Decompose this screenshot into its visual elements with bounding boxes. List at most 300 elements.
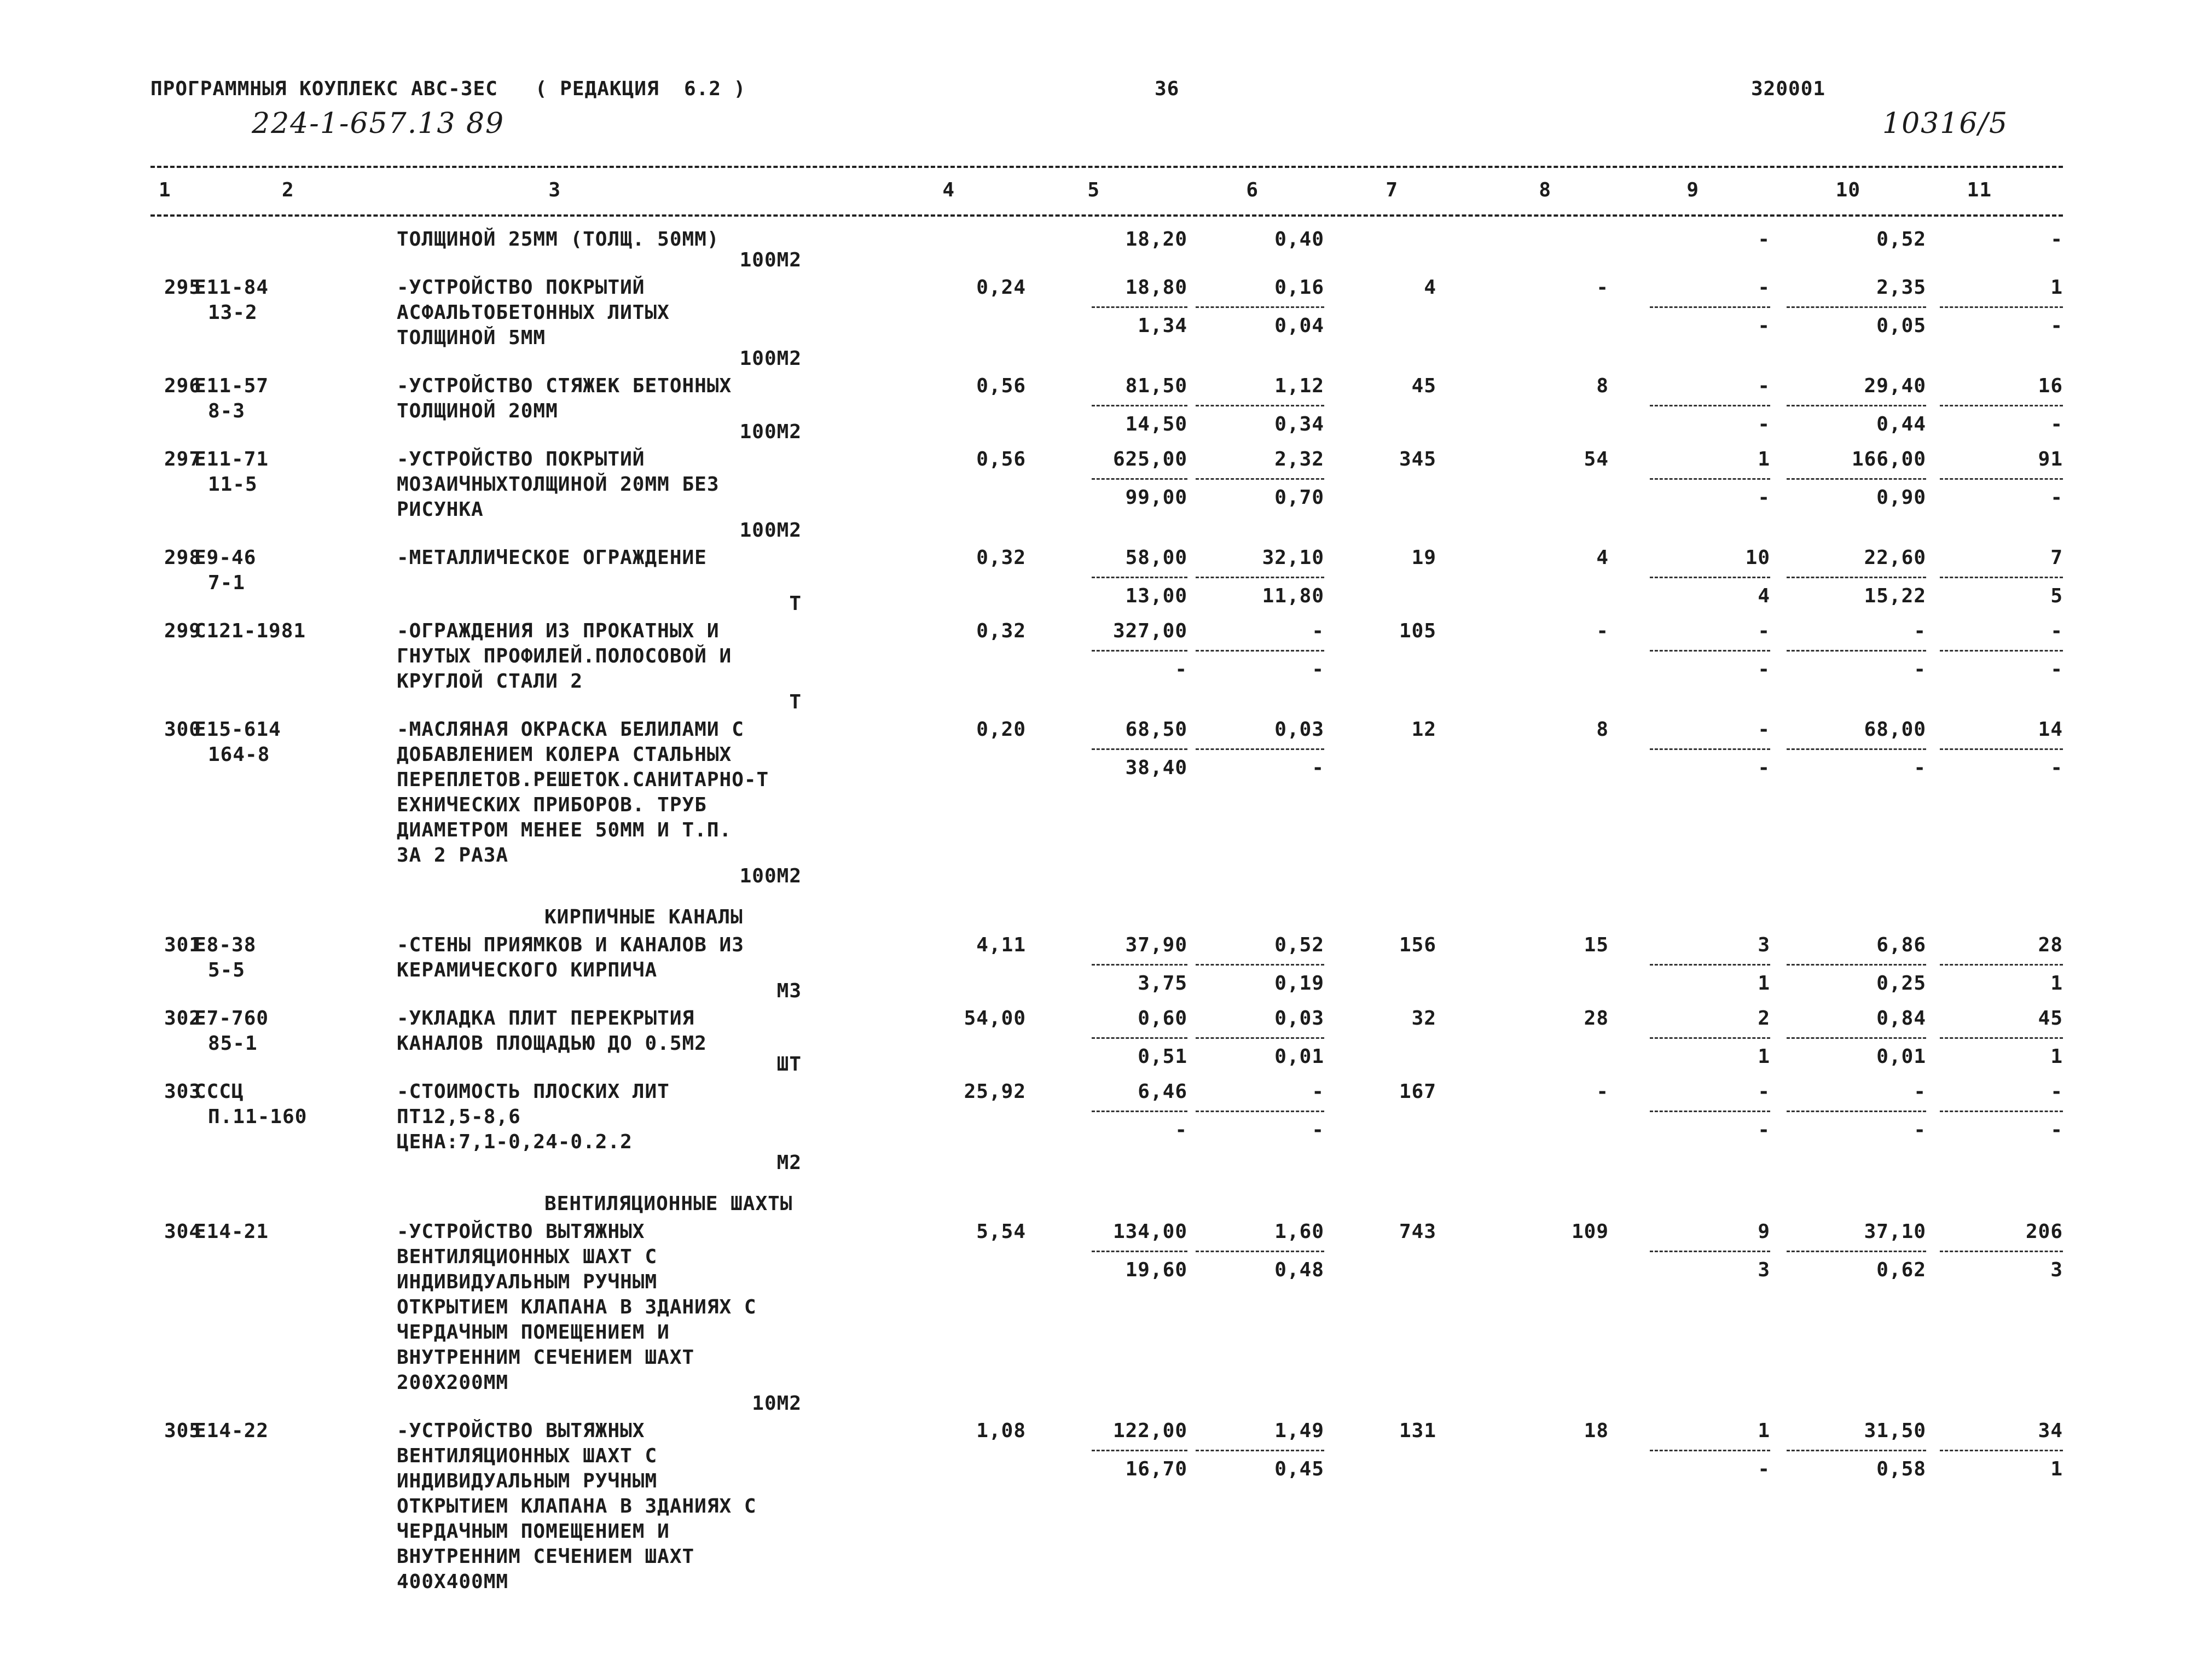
measure-unit: 100М2: [739, 249, 802, 271]
rate-code: 7-1: [208, 572, 246, 594]
value-divider: [1196, 405, 1324, 406]
value-divider: [1650, 650, 1770, 652]
value-divider: [1650, 1251, 1770, 1252]
c5-value-secondary: 38,40: [1125, 757, 1187, 779]
rate-code: 164-8: [208, 743, 270, 766]
c5-value: 18,20: [1125, 228, 1187, 251]
item-number: 298: [164, 547, 202, 569]
rate-code: Е11-71: [194, 448, 269, 470]
c11-value-secondary: -: [2050, 413, 2063, 435]
value-divider: [1650, 964, 1770, 966]
col8-value: 8: [1596, 718, 1609, 741]
column-header-1: 1: [159, 179, 171, 201]
c10-value-secondary: 0,62: [1876, 1259, 1926, 1281]
rate-code: П.11-160: [208, 1106, 308, 1128]
c5-value: 37,90: [1125, 934, 1187, 956]
work-description: КЕРАМИЧЕСКОГО КИРПИЧА: [397, 959, 658, 981]
quantity-value: 0,24: [976, 276, 1026, 299]
c9-value: 1: [1758, 1420, 1770, 1442]
c6-value: 0,40: [1274, 228, 1324, 251]
value-divider: [1940, 1450, 2063, 1451]
item-number: 301: [164, 934, 202, 956]
work-description: ОТКРЫТИЕМ КЛАПАНА В ЗДАНИЯХ С: [397, 1296, 757, 1318]
c10-value: 68,00: [1864, 718, 1926, 741]
column-header-4: 4: [942, 179, 955, 201]
value-divider: [1940, 405, 2063, 406]
value-divider: [1196, 748, 1324, 750]
quantity-value: 1,08: [976, 1420, 1026, 1442]
col7-value: 4: [1424, 276, 1436, 299]
col8-value: 54: [1584, 448, 1609, 470]
c9-value: -: [1758, 375, 1770, 397]
value-divider: [1787, 478, 1926, 480]
c11-value: -: [2050, 620, 2063, 642]
value-divider: [1940, 478, 2063, 480]
work-description: ПТ12,5-8,6: [397, 1106, 521, 1128]
value-divider: [1650, 1037, 1770, 1039]
c10-value: 166,00: [1851, 448, 1926, 470]
c6-value-secondary: 0,19: [1274, 972, 1324, 995]
c10-value: -: [1914, 1080, 1926, 1103]
c5-value-secondary: 0,51: [1138, 1045, 1187, 1068]
program-title: ПРОГРАММНЫЯ КОУПЛЕКС АВС-ЗЕС ( РЕДАКЦИЯ 6.2 ): [150, 78, 746, 100]
c5-value: 625,00: [1112, 448, 1187, 470]
rate-code: Е15-614: [194, 718, 281, 741]
value-divider: [1196, 478, 1324, 480]
document-code: 320001: [1751, 78, 1826, 100]
column-header-7: 7: [1386, 179, 1398, 201]
value-divider: [1787, 650, 1926, 652]
c10-value: 29,40: [1864, 375, 1926, 397]
item-number: 304: [164, 1220, 202, 1243]
rate-code: 8-3: [208, 400, 246, 422]
rate-code: Е11-57: [194, 375, 269, 397]
value-divider: [1940, 748, 2063, 750]
rate-code: 85-1: [208, 1032, 258, 1055]
value-divider: [1787, 1111, 1926, 1112]
measure-unit: М2: [776, 1152, 802, 1174]
value-divider: [1787, 577, 1926, 578]
c10-value: 6,86: [1876, 934, 1926, 956]
c10-value: 0,84: [1876, 1007, 1926, 1030]
item-number: 297: [164, 448, 202, 470]
c9-value-secondary: -: [1758, 486, 1770, 509]
quantity-value: 25,92: [964, 1080, 1026, 1103]
c5-value-secondary: 99,00: [1125, 486, 1187, 509]
work-description: РИСУНКА: [397, 498, 484, 521]
column-header-5: 5: [1087, 179, 1100, 201]
c9-value: -: [1758, 718, 1770, 741]
col8-value: -: [1596, 276, 1609, 299]
c6-value: 0,03: [1274, 718, 1324, 741]
c11-value-secondary: 3: [2050, 1259, 2063, 1281]
value-divider: [1196, 306, 1324, 308]
value-divider: [1940, 964, 2063, 966]
c9-value: 3: [1758, 934, 1770, 956]
c11-value-secondary: -: [2050, 486, 2063, 509]
work-description: МОЗАИЧНЫХТОЛЩИНОЙ 20ММ БЕЗ: [397, 473, 720, 496]
rate-code: СССЦ: [194, 1080, 244, 1103]
col7-value: 19: [1411, 547, 1436, 569]
c9-value-secondary: 1: [1758, 1045, 1770, 1068]
work-description: КРУГЛОЙ СТАЛИ 2: [397, 670, 583, 693]
c5-value-secondary: 14,50: [1125, 413, 1187, 435]
c9-value-secondary: 3: [1758, 1259, 1770, 1281]
rate-code: Е14-22: [194, 1420, 269, 1442]
c9-value-secondary: -: [1758, 757, 1770, 779]
col7-value: 743: [1399, 1220, 1436, 1243]
value-divider: [1650, 478, 1770, 480]
c6-value: 32,10: [1262, 547, 1324, 569]
header-rule-top: [150, 166, 2063, 168]
c5-value: 0,60: [1138, 1007, 1187, 1030]
c9-value: 1: [1758, 448, 1770, 470]
section-title: КИРПИЧНЫЕ КАНАЛЫ: [544, 906, 743, 928]
c9-value-secondary: 1: [1758, 972, 1770, 995]
value-divider: [1092, 478, 1187, 480]
work-description: ЕХНИЧЕСКИХ ПРИБОРОВ. ТРУБ: [397, 794, 707, 816]
work-description: -СТЕНЫ ПРИЯМКОВ И КАНАЛОВ ИЗ: [397, 934, 744, 956]
c10-value-secondary: 0,44: [1876, 413, 1926, 435]
measure-unit: 100М2: [739, 865, 802, 887]
c5-value: 68,50: [1125, 718, 1187, 741]
c10-value: 37,10: [1864, 1220, 1926, 1243]
col8-value: -: [1596, 1080, 1609, 1103]
section-title: ВЕНТИЛЯЦИОННЫЕ ШАХТЫ: [544, 1193, 793, 1215]
c9-value-secondary: 4: [1758, 585, 1770, 607]
value-divider: [1092, 1251, 1187, 1252]
c11-value: 1: [2050, 276, 2063, 299]
c6-value: 2,32: [1274, 448, 1324, 470]
col8-value: 4: [1596, 547, 1609, 569]
c10-value: 2,35: [1876, 276, 1926, 299]
c6-value-secondary: 0,34: [1274, 413, 1324, 435]
col7-value: 156: [1399, 934, 1436, 956]
value-divider: [1092, 1037, 1187, 1039]
c6-value: 1,49: [1274, 1420, 1324, 1442]
c6-value-secondary: -: [1312, 1119, 1324, 1141]
work-description: ВЕНТИЛЯЦИОННЫХ ШАХТ С: [397, 1246, 658, 1268]
c10-value-secondary: 0,05: [1876, 315, 1926, 337]
rate-code: Е9-46: [194, 547, 257, 569]
measure-unit: ШТ: [776, 1053, 802, 1076]
c11-value-secondary: 1: [2050, 1045, 2063, 1068]
column-header-10: 10: [1835, 179, 1860, 201]
col8-value: 18: [1584, 1420, 1609, 1442]
header-rule-bottom: [150, 214, 2063, 217]
c5-value-secondary: 3,75: [1138, 972, 1187, 995]
work-description: ВНУТРЕННИМ СЕЧЕНИЕМ ШАХТ: [397, 1346, 695, 1369]
c6-value: 1,60: [1274, 1220, 1324, 1243]
c10-value-secondary: 0,25: [1876, 972, 1926, 995]
c10-value-secondary: 15,22: [1864, 585, 1926, 607]
value-divider: [1092, 964, 1187, 966]
measure-unit: Т: [789, 691, 802, 713]
col8-value: 8: [1596, 375, 1609, 397]
c11-value: -: [2050, 1080, 2063, 1103]
value-divider: [1092, 1450, 1187, 1451]
value-divider: [1196, 1251, 1324, 1252]
value-divider: [1196, 964, 1324, 966]
measure-unit: 100М2: [739, 421, 802, 443]
c9-value: -: [1758, 1080, 1770, 1103]
quantity-value: 0,56: [976, 375, 1026, 397]
c10-value-secondary: 0,58: [1876, 1458, 1926, 1480]
work-description: ПЕРЕПЛЕТОВ.РЕШЕТОК.САНИТАРНО-Т: [397, 769, 769, 791]
c5-value-secondary: 19,60: [1125, 1259, 1187, 1281]
c9-value: 10: [1745, 547, 1770, 569]
value-divider: [1092, 650, 1187, 652]
c6-value: 1,12: [1274, 375, 1324, 397]
col7-value: 45: [1411, 375, 1436, 397]
c11-value: -: [2050, 228, 2063, 251]
c11-value: 206: [2025, 1220, 2063, 1243]
work-description: -МЕТАЛЛИЧЕСКОЕ ОГРАЖДЕНИЕ: [397, 547, 707, 569]
c9-value-secondary: -: [1758, 315, 1770, 337]
col8-value: 109: [1571, 1220, 1609, 1243]
col7-value: 167: [1399, 1080, 1436, 1103]
c5-value: 327,00: [1112, 620, 1187, 642]
work-description: ТОЛЩИНОЙ 20ММ: [397, 400, 558, 422]
value-divider: [1650, 577, 1770, 578]
rate-code: Е11-84: [194, 276, 269, 299]
c9-value: -: [1758, 620, 1770, 642]
work-description: -УКЛАДКА ПЛИТ ПЕРЕКРЫТИЯ: [397, 1007, 695, 1030]
c6-value-secondary: 0,48: [1274, 1259, 1324, 1281]
work-description: -УСТРОЙСТВО ВЫТЯЖНЫХ: [397, 1220, 645, 1243]
c6-value-secondary: 0,04: [1274, 315, 1324, 337]
measure-unit: 100М2: [739, 347, 802, 370]
value-divider: [1196, 1450, 1324, 1451]
c5-value-secondary: -: [1175, 1119, 1187, 1141]
work-description: ТОЛЩИНОЙ 5ММ: [397, 327, 546, 349]
value-divider: [1092, 577, 1187, 578]
quantity-value: 0,32: [976, 620, 1026, 642]
item-number: 300: [164, 718, 202, 741]
column-header-11: 11: [1967, 179, 1992, 201]
c10-value-secondary: -: [1914, 757, 1926, 779]
value-divider: [1940, 650, 2063, 652]
work-description: -УСТРОЙСТВО ПОКРЫТИЙ: [397, 448, 645, 470]
work-description: ДИАМЕТРОМ МЕНЕЕ 50ММ И Т.П.: [397, 819, 732, 841]
c6-value-secondary: 0,70: [1274, 486, 1324, 509]
c11-value: 16: [2038, 375, 2063, 397]
quantity-value: 5,54: [976, 1220, 1026, 1243]
c11-value-secondary: 5: [2050, 585, 2063, 607]
work-description: 200Х200ММ: [397, 1371, 509, 1394]
c6-value: 0,16: [1274, 276, 1324, 299]
rate-code: Е8-38: [194, 934, 257, 956]
work-description: -ОГРАЖДЕНИЯ ИЗ ПРОКАТНЫХ И: [397, 620, 720, 642]
c10-value-secondary: 0,90: [1876, 486, 1926, 509]
item-number: 305: [164, 1420, 202, 1442]
col7-value: 105: [1399, 620, 1436, 642]
col7-value: 131: [1399, 1420, 1436, 1442]
c11-value: 34: [2038, 1420, 2063, 1442]
c5-value-secondary: -: [1175, 658, 1187, 681]
col7-value: 345: [1399, 448, 1436, 470]
work-description: ВНУТРЕННИМ СЕЧЕНИЕМ ШАХТ: [397, 1545, 695, 1568]
c6-value: -: [1312, 620, 1324, 642]
c10-value: 22,60: [1864, 547, 1926, 569]
work-description: ЗА 2 РАЗА: [397, 844, 509, 867]
measure-unit: 10М2: [752, 1392, 802, 1415]
c11-value-secondary: -: [2050, 757, 2063, 779]
col7-value: 32: [1411, 1007, 1436, 1030]
measure-unit: 100М2: [739, 519, 802, 542]
value-divider: [1092, 405, 1187, 406]
c10-value-secondary: 0,01: [1876, 1045, 1926, 1068]
c11-value: 91: [2038, 448, 2063, 470]
value-divider: [1787, 1450, 1926, 1451]
handwritten-sheet-number: 10316/5: [1882, 107, 2009, 140]
col8-value: -: [1596, 620, 1609, 642]
value-divider: [1196, 650, 1324, 652]
work-description: КАНАЛОВ ПЛОЩАДЬЮ ДО 0.5М2: [397, 1032, 707, 1055]
quantity-value: 54,00: [964, 1007, 1026, 1030]
c5-value-secondary: 16,70: [1125, 1458, 1187, 1480]
rate-code: Е7-760: [194, 1007, 269, 1030]
rate-code: 5-5: [208, 959, 246, 981]
work-description: ЧЕРДАЧНЫМ ПОМЕЩЕНИЕМ И: [397, 1520, 670, 1543]
rate-code: С121-1981: [194, 620, 306, 642]
c5-value: 122,00: [1112, 1420, 1187, 1442]
value-divider: [1940, 306, 2063, 308]
measure-unit: Т: [789, 592, 802, 615]
work-description: 400Х400ММ: [397, 1571, 509, 1593]
c10-value: -: [1914, 620, 1926, 642]
work-description: ДОБАВЛЕНИЕМ КОЛЕРА СТАЛЬНЫХ: [397, 743, 732, 766]
handwritten-project-number: 224-1-657.13 89: [252, 107, 505, 140]
value-divider: [1650, 748, 1770, 750]
work-description: -СТОИМОСТЬ ПЛОСКИХ ЛИТ: [397, 1080, 670, 1103]
work-description: ГНУТЫХ ПРОФИЛЕЙ.ПОЛОСОВОЙ И: [397, 645, 732, 667]
rate-code: Е14-21: [194, 1220, 269, 1243]
work-description: ТОЛЩИНОЙ 25ММ (ТОЛЩ. 50ММ): [397, 228, 720, 251]
value-divider: [1940, 1037, 2063, 1039]
c9-value: -: [1758, 276, 1770, 299]
work-description: ОТКРЫТИЕМ КЛАПАНА В ЗДАНИЯХ С: [397, 1495, 757, 1518]
work-description: -МАСЛЯНАЯ ОКРАСКА БЕЛИЛАМИ С: [397, 718, 744, 741]
c5-value: 58,00: [1125, 547, 1187, 569]
c9-value-secondary: -: [1758, 413, 1770, 435]
measure-unit: М3: [776, 980, 802, 1002]
value-divider: [1787, 748, 1926, 750]
c10-value-secondary: -: [1914, 658, 1926, 681]
c6-value-secondary: -: [1312, 658, 1324, 681]
col8-value: 15: [1584, 934, 1609, 956]
work-description: -УСТРОЙСТВО ПОКРЫТИЙ: [397, 276, 645, 299]
c11-value: 28: [2038, 934, 2063, 956]
item-number: 295: [164, 276, 202, 299]
c9-value-secondary: -: [1758, 658, 1770, 681]
quantity-value: 4,11: [976, 934, 1026, 956]
c11-value-secondary: -: [2050, 658, 2063, 681]
c9-value: -: [1758, 228, 1770, 251]
value-divider: [1650, 405, 1770, 406]
col8-value: 28: [1584, 1007, 1609, 1030]
column-header-6: 6: [1246, 179, 1259, 201]
value-divider: [1940, 577, 2063, 578]
value-divider: [1940, 1111, 2063, 1112]
work-description: ЧЕРДАЧНЫМ ПОМЕЩЕНИЕМ И: [397, 1321, 670, 1344]
col7-value: 12: [1411, 718, 1436, 741]
c6-value: -: [1312, 1080, 1324, 1103]
column-header-9: 9: [1686, 179, 1699, 201]
c6-value: 0,52: [1274, 934, 1324, 956]
column-header-3: 3: [548, 179, 561, 201]
work-description: ИНДИВИДУАЛЬНЫМ РУЧНЫМ: [397, 1470, 658, 1492]
value-divider: [1787, 306, 1926, 308]
c9-value: 9: [1758, 1220, 1770, 1243]
column-header-2: 2: [282, 179, 294, 201]
c5-value: 18,80: [1125, 276, 1187, 299]
value-divider: [1787, 1037, 1926, 1039]
c9-value-secondary: -: [1758, 1119, 1770, 1141]
value-divider: [1092, 306, 1187, 308]
c5-value-secondary: 13,00: [1125, 585, 1187, 607]
quantity-value: 0,20: [976, 718, 1026, 741]
work-description: -УСТРОЙСТВО ВЫТЯЖНЫХ: [397, 1420, 645, 1442]
value-divider: [1650, 1450, 1770, 1451]
c6-value: 0,03: [1274, 1007, 1324, 1030]
work-description: ЦЕНА:7,1-0,24-0.2.2: [397, 1131, 633, 1153]
c11-value-secondary: -: [2050, 315, 2063, 337]
c6-value-secondary: -: [1312, 757, 1324, 779]
work-description: ИНДИВИДУАЛЬНЫМ РУЧНЫМ: [397, 1271, 658, 1293]
c5-value-secondary: 1,34: [1138, 315, 1187, 337]
value-divider: [1092, 748, 1187, 750]
value-divider: [1940, 1251, 2063, 1252]
c11-value-secondary: 1: [2050, 1458, 2063, 1480]
c6-value-secondary: 0,45: [1274, 1458, 1324, 1480]
value-divider: [1196, 1111, 1324, 1112]
rate-code: 11-5: [208, 473, 258, 496]
column-header-8: 8: [1539, 179, 1551, 201]
item-number: 302: [164, 1007, 202, 1030]
c5-value: 81,50: [1125, 375, 1187, 397]
c9-value-secondary: -: [1758, 1458, 1770, 1480]
value-divider: [1787, 1251, 1926, 1252]
page-number: 36: [1155, 78, 1180, 100]
c10-value: 31,50: [1864, 1420, 1926, 1442]
c9-value: 2: [1758, 1007, 1770, 1030]
work-description: -УСТРОЙСТВО СТЯЖЕК БЕТОННЫХ: [397, 375, 732, 397]
work-description: ВЕНТИЛЯЦИОННЫХ ШАХТ С: [397, 1445, 658, 1467]
rate-code: 13-2: [208, 301, 258, 324]
c10-value: 0,52: [1876, 228, 1926, 251]
value-divider: [1196, 1037, 1324, 1039]
c5-value: 134,00: [1112, 1220, 1187, 1243]
c11-value: 7: [2050, 547, 2063, 569]
c10-value-secondary: -: [1914, 1119, 1926, 1141]
value-divider: [1092, 1111, 1187, 1112]
item-number: 303: [164, 1080, 202, 1103]
quantity-value: 0,56: [976, 448, 1026, 470]
c11-value: 14: [2038, 718, 2063, 741]
value-divider: [1650, 306, 1770, 308]
item-number: 296: [164, 375, 202, 397]
work-description: АСФАЛЬТОБЕТОННЫХ ЛИТЫХ: [397, 301, 670, 324]
c11-value: 45: [2038, 1007, 2063, 1030]
c6-value-secondary: 11,80: [1262, 585, 1324, 607]
value-divider: [1650, 1111, 1770, 1112]
c11-value-secondary: -: [2050, 1119, 2063, 1141]
item-number: 299: [164, 620, 202, 642]
c6-value-secondary: 0,01: [1274, 1045, 1324, 1068]
c5-value: 6,46: [1138, 1080, 1187, 1103]
quantity-value: 0,32: [976, 547, 1026, 569]
